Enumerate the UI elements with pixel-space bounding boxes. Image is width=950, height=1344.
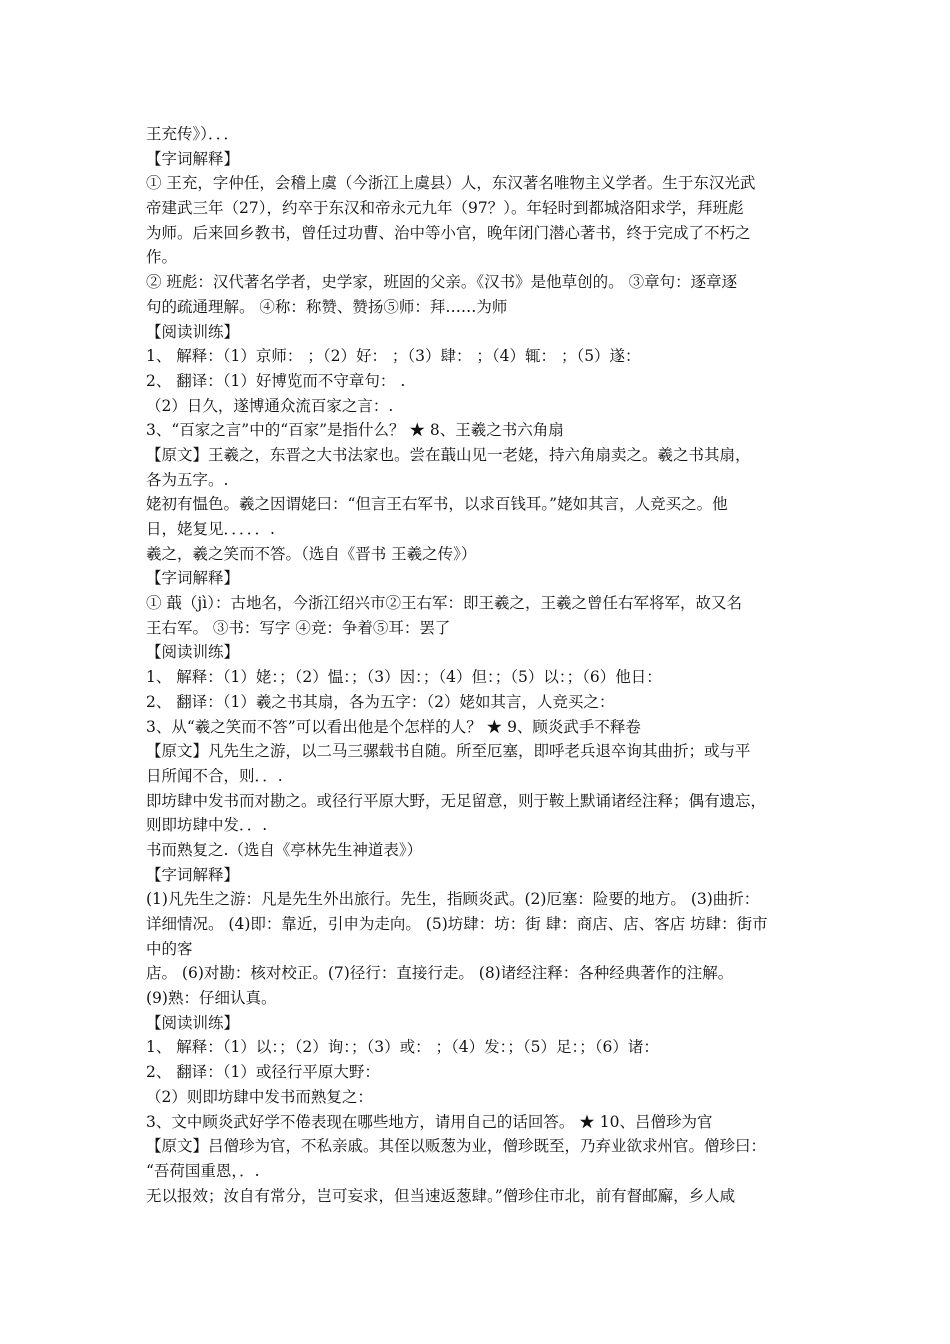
text-line: “吾荷国重恩，．. [146,1161,260,1180]
text-line: 详细情况。 (4)即：靠近，引申为走向。 (5)坊肆：坊：街 肆：商店、店、客店 坊肆：街市 [146,915,768,933]
text-line: 1、 解释：（1）京师： ；（2）好： ；（3）肆： ；（4）辄： ；（5）遂： [146,347,641,366]
text-line: 3、文中顾炎武好学不倦表现在哪些地方，请用自己的话回答。 ★ 10、吕僧珍为官 [146,1112,713,1131]
text-line: (1)凡先生之游：凡是先生外出旅行。先生，指顾炎武。(2)厄塞：险要的地方。 (3)曲折： [146,890,760,909]
text-line: 【原文】王羲之，东晋之大书法家也。尝在蕺山见一老姥，持六角扇卖之。羲之书其扇， [146,445,751,464]
text-line: 2、 翻译：（1）羲之书其扇，各为五字：（2）姥如其言，人竞买之： [146,692,615,711]
text-line: ② 班彪：汉代著名学者，史学家，班固的父亲。《汉书》是他草创的。 ③章句：逐章逐 [146,273,738,292]
section-heading: 【字词解释】 [146,149,240,168]
text-line: 则即坊肆中发．．. [146,816,268,835]
section-heading: 【字词解释】 [146,865,240,884]
text-line: 作。 [146,248,178,267]
text-line: （2）日久，遂博通众流百家之言：. [146,396,394,415]
text-line: 王充传》）．．． [146,125,240,143]
text-line: （2）则即坊肆中发书而熟复之： [146,1087,373,1106]
section-heading: 【阅读训练】 [146,643,240,662]
text-line: 羲之，羲之笑而不答。（选自《晋书 王羲之传》） [146,544,477,563]
text-line: 无以报效；汝自有常分，岂可妄求，但当速返葱肆。”僧珍住市北，前有督邮廨，乡人咸 [146,1186,736,1205]
text-line: 1、 解释：（1）姥：；（2）愠：；（3）因：；（4）但：；（5）以：；（6）他日： [146,668,662,687]
text-line: 3、“百家之言”中的“百家”是指什么？ ★ 8、王羲之书六角扇 [146,421,564,440]
text-line: 2、 翻译：（1）好博览而不守章句： . [146,371,406,390]
text-line: 中的客 [146,939,193,958]
text-line: ① 蕺（jì）：古地名，今浙江绍兴市②王右军：即王羲之，王羲之曾任右军将军，故又名 [146,594,742,613]
text-line: 书而熟复之.（选自《亭林先生神道表》） [146,840,423,859]
text-line: 日所闻不合，则．．. [146,766,283,785]
section-heading: 【阅读训练】 [146,322,240,341]
text-line: 店。 (6)对勘：核对校正。(7)径行：直接行走。 (8)诸经注释：各种经典著作的注解。 [146,964,734,983]
section-heading: 【阅读训练】 [146,1013,240,1032]
text-line: 3、从“羲之笑而不答”可以看出他是个怎样的人？ ★ 9、顾炎武手不释卷 [146,717,641,736]
text-line: 各为五字。. [146,470,229,489]
text-line: 即坊肆中发书而对勘之。或径行平原大野，无足留意，则于鞍上默诵诸经注释；偶有遗忘， [146,791,767,810]
text-line: 【原文】凡先生之游，以二马三骡载书自随。所至厄塞，即呼老兵退卒询其曲折；或与平 [146,742,751,761]
document-page [146,122,814,1208]
text-line: 帝建武三年（27），约卒于东汉和帝永元九年（97？）。年轻时到都城洛阳求学，拜班彪 [146,199,744,218]
text-line: 【原文】吕僧珍为官，不私亲戚。其侄以贩葱为业，僧珍既至，乃弃业欲求州官。僧珍曰： [146,1137,767,1156]
text-line: 2、 翻译：（1）或径行平原大野： [146,1063,380,1082]
text-line: 王右军。 ③书：写字 ④竞：争着⑤耳：罢了 [146,618,451,637]
text-line: 句的疏通理解。 ④称：称赞、赞扬⑤师：拜……为师 [146,297,508,316]
text-line: 日，姥复见．．．．．. [146,520,275,538]
text-line: ① 王充，字仲任，会稽上虞（今浙江上虞县）人，东汉著名唯物主义学者。生于东汉光武 [146,174,756,193]
text-line: (9)熟：仔细认真。 [146,989,277,1008]
section-heading: 【字词解释】 [146,569,240,588]
text-line: 为师。后来回乡教书，曾任过功曹、治中等小官，晚年闭门潜心著书，终于完成了不朽之 [146,223,751,242]
text-line: 1、 解释：（1）以：；（2）询：；（3）或： ；（4）发：；（5）足：；（6）诸： [146,1038,659,1057]
text-line: 姥初有愠色。羲之因谓姥曰：“但言王右军书，以求百钱耳。”姥如其言，人竞买之。他 [146,495,728,514]
